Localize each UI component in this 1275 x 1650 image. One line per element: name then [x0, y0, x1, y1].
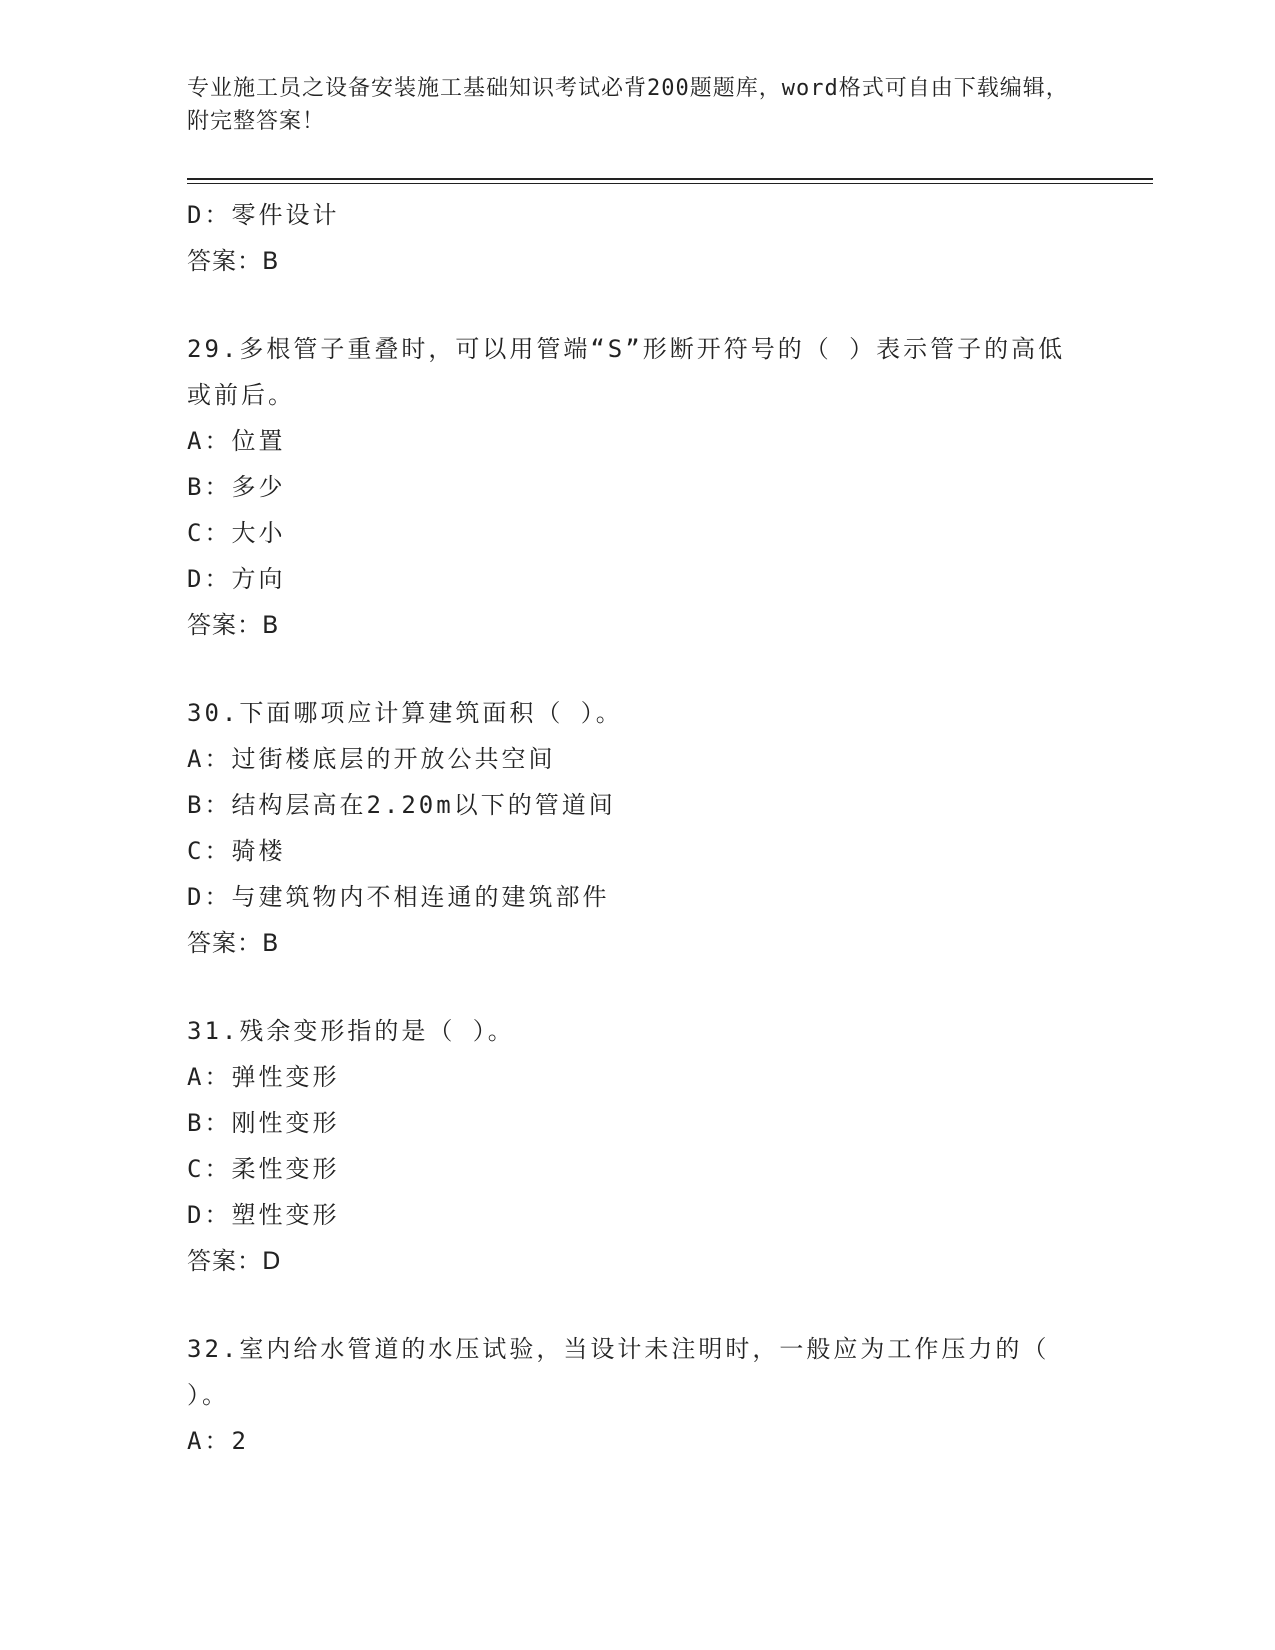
option-c: C：大小: [187, 519, 286, 547]
option-a: A：2: [187, 1427, 249, 1455]
option-c: C：柔性变形: [187, 1155, 340, 1183]
question-text: 29.多根管子重叠时，可以用管端“S”形断开符号的（ ）表示管子的高低或前后。: [187, 335, 1066, 409]
answer-label: 答案：B: [187, 929, 280, 957]
option-a: A：过街楼底层的开放公共空间: [187, 745, 556, 773]
question-29: [187, 326, 1087, 648]
option-d: D：与建筑物内不相连通的建筑部件: [187, 883, 610, 911]
question-30: [187, 690, 1087, 966]
question-text: 32.室内给水管道的水压试验，当设计未注明时，一般应为工作压力的（ ）。: [187, 1335, 1050, 1409]
option-d: D：方向: [187, 565, 286, 593]
option-b: B：刚性变形: [187, 1109, 340, 1137]
question-text: 30.下面哪项应计算建筑面积（ ）。: [187, 699, 623, 727]
question-32: [187, 1326, 1087, 1464]
option-a: A：弹性变形: [187, 1063, 340, 1091]
answer-label: 答案：B: [187, 611, 280, 639]
question-31: [187, 1008, 1087, 1284]
previous-question-tail: [187, 192, 1087, 284]
document-title: 专业施工员之设备安装施工基础知识考试必背200题题库，word格式可自由下载编辑，附完整答案！: [187, 76, 1069, 134]
question-text: 31.残余变形指的是（ ）。: [187, 1017, 515, 1045]
option-d: D：零件设计: [187, 201, 340, 229]
question-list: [187, 192, 1087, 1464]
option-c: C：骑楼: [187, 837, 286, 865]
header-divider-thick: [187, 178, 1153, 180]
answer-label: 答案：D: [187, 1247, 282, 1275]
option-d: D：塑性变形: [187, 1201, 340, 1229]
option-a: A：位置: [187, 427, 286, 455]
option-b: B：多少: [187, 473, 286, 501]
document-header: [187, 72, 1087, 138]
answer-label: 答案：B: [187, 247, 280, 275]
option-b: B：结构层高在2.20m以下的管道间: [187, 791, 616, 819]
header-divider-thin: [187, 183, 1153, 184]
